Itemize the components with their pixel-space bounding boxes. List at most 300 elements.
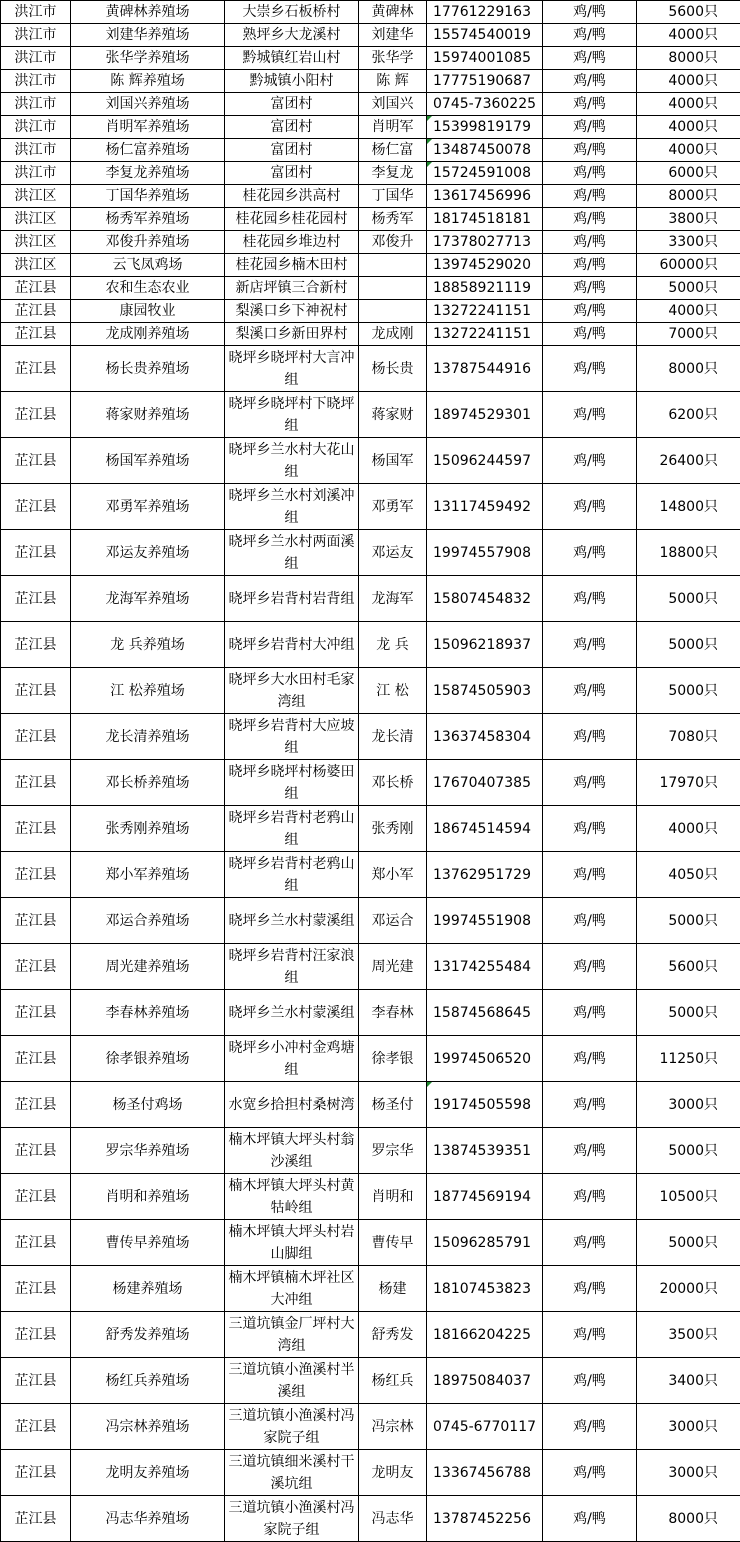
quantity-cell[interactable] bbox=[637, 323, 740, 346]
owner-cell[interactable] bbox=[359, 139, 427, 162]
farm-name-cell-text: 徐孝银养殖场 bbox=[105, 1050, 190, 1067]
poultry-type-cell[interactable] bbox=[543, 323, 637, 346]
address-cell[interactable] bbox=[225, 484, 359, 530]
address-cell[interactable] bbox=[225, 185, 359, 208]
farm-name-cell[interactable] bbox=[71, 185, 225, 208]
address-cell[interactable] bbox=[225, 1266, 359, 1312]
address-cell[interactable] bbox=[225, 277, 359, 300]
poultry-type-cell[interactable] bbox=[543, 898, 637, 944]
address-cell[interactable] bbox=[225, 300, 359, 323]
owner-cell[interactable] bbox=[359, 70, 427, 93]
poultry-type-cell[interactable] bbox=[543, 1266, 637, 1312]
owner-cell[interactable] bbox=[359, 277, 427, 300]
county-cell[interactable] bbox=[1, 185, 71, 208]
owner-cell[interactable] bbox=[359, 346, 427, 392]
quantity-cell[interactable] bbox=[637, 714, 740, 760]
farm-name-cell[interactable] bbox=[71, 1358, 225, 1404]
phone-cell[interactable] bbox=[427, 668, 543, 714]
address-cell[interactable] bbox=[225, 1128, 359, 1174]
phone-cell[interactable] bbox=[427, 806, 543, 852]
farm-name-cell[interactable] bbox=[71, 990, 225, 1036]
phone-cell[interactable] bbox=[427, 530, 543, 576]
owner-cell[interactable] bbox=[359, 806, 427, 852]
phone-cell[interactable] bbox=[427, 1312, 543, 1358]
poultry-type-cell[interactable] bbox=[543, 346, 637, 392]
phone-cell[interactable] bbox=[427, 944, 543, 990]
address-cell[interactable] bbox=[225, 70, 359, 93]
poultry-type-cell[interactable] bbox=[543, 484, 637, 530]
county-cell[interactable] bbox=[1, 254, 71, 277]
poultry-type-cell[interactable] bbox=[543, 530, 637, 576]
owner-cell[interactable] bbox=[359, 760, 427, 806]
phone-cell[interactable] bbox=[427, 346, 543, 392]
farm-name-cell[interactable] bbox=[71, 852, 225, 898]
farm-name-cell[interactable] bbox=[71, 1036, 225, 1082]
county-cell[interactable] bbox=[1, 622, 71, 668]
owner-cell[interactable] bbox=[359, 231, 427, 254]
phone-cell[interactable] bbox=[427, 70, 543, 93]
quantity-cell[interactable] bbox=[637, 208, 740, 231]
farm-name-cell[interactable] bbox=[71, 254, 225, 277]
phone-cell[interactable] bbox=[427, 208, 543, 231]
quantity-cell-text: 3000只 bbox=[668, 1096, 718, 1113]
farm-name-cell[interactable] bbox=[71, 208, 225, 231]
address-cell[interactable] bbox=[225, 24, 359, 47]
phone-cell[interactable] bbox=[427, 323, 543, 346]
phone-cell[interactable] bbox=[427, 576, 543, 622]
farm-name-cell[interactable] bbox=[71, 47, 225, 70]
owner-cell[interactable] bbox=[359, 392, 427, 438]
address-cell[interactable] bbox=[225, 1220, 359, 1266]
owner-cell[interactable] bbox=[359, 530, 427, 576]
owner-cell[interactable] bbox=[359, 1266, 427, 1312]
quantity-cell[interactable] bbox=[637, 24, 740, 47]
farm-name-cell[interactable] bbox=[71, 392, 225, 438]
poultry-type-cell[interactable] bbox=[543, 1128, 637, 1174]
poultry-type-cell[interactable] bbox=[543, 944, 637, 990]
phone-cell[interactable] bbox=[427, 300, 543, 323]
farm-name-cell[interactable] bbox=[71, 231, 225, 254]
quantity-cell[interactable] bbox=[637, 1128, 740, 1174]
address-cell[interactable] bbox=[225, 714, 359, 760]
phone-cell[interactable] bbox=[427, 484, 543, 530]
poultry-type-cell[interactable] bbox=[543, 1450, 637, 1496]
address-cell-text: 晓坪乡兰水村两面溪组 bbox=[228, 533, 355, 572]
farm-name-cell[interactable] bbox=[71, 116, 225, 139]
address-cell[interactable] bbox=[225, 1036, 359, 1082]
address-cell[interactable] bbox=[225, 898, 359, 944]
address-cell[interactable] bbox=[225, 530, 359, 576]
quantity-cell[interactable] bbox=[637, 1312, 740, 1358]
owner-cell-text: 杨秀军 bbox=[371, 211, 414, 227]
phone-cell[interactable] bbox=[427, 990, 543, 1036]
county-cell[interactable] bbox=[1, 70, 71, 93]
quantity-cell[interactable] bbox=[637, 70, 740, 93]
quantity-cell[interactable] bbox=[637, 530, 740, 576]
county-cell[interactable] bbox=[1, 806, 71, 852]
poultry-type-cell[interactable] bbox=[543, 208, 637, 231]
phone-cell[interactable] bbox=[427, 24, 543, 47]
poultry-type-cell[interactable] bbox=[543, 1404, 637, 1450]
quantity-cell[interactable] bbox=[637, 185, 740, 208]
owner-cell[interactable] bbox=[359, 1128, 427, 1174]
phone-cell[interactable] bbox=[427, 1496, 543, 1542]
phone-cell[interactable] bbox=[427, 47, 543, 70]
poultry-type-cell[interactable] bbox=[543, 760, 637, 806]
owner-cell[interactable] bbox=[359, 438, 427, 484]
county-cell[interactable] bbox=[1, 898, 71, 944]
quantity-cell[interactable] bbox=[637, 1036, 740, 1082]
poultry-type-cell[interactable] bbox=[543, 47, 637, 70]
farm-name-cell[interactable] bbox=[71, 277, 225, 300]
county-cell[interactable] bbox=[1, 1404, 71, 1450]
county-cell[interactable] bbox=[1, 1266, 71, 1312]
address-cell[interactable] bbox=[225, 668, 359, 714]
owner-cell[interactable] bbox=[359, 1312, 427, 1358]
phone-cell[interactable] bbox=[427, 1266, 543, 1312]
quantity-cell[interactable] bbox=[637, 300, 740, 323]
quantity-cell[interactable] bbox=[637, 162, 740, 185]
phone-cell[interactable] bbox=[427, 1128, 543, 1174]
quantity-cell[interactable] bbox=[637, 622, 740, 668]
owner-cell[interactable] bbox=[359, 1450, 427, 1496]
owner-cell[interactable] bbox=[359, 93, 427, 116]
phone-cell[interactable] bbox=[427, 1358, 543, 1404]
farm-name-cell[interactable] bbox=[71, 346, 225, 392]
farm-name-cell[interactable] bbox=[71, 1, 225, 24]
phone-cell[interactable] bbox=[427, 277, 543, 300]
county-cell[interactable] bbox=[1, 1496, 71, 1542]
quantity-cell[interactable] bbox=[637, 898, 740, 944]
poultry-type-cell[interactable] bbox=[543, 990, 637, 1036]
phone-cell[interactable] bbox=[427, 714, 543, 760]
phone-cell[interactable] bbox=[427, 392, 543, 438]
address-cell[interactable] bbox=[225, 139, 359, 162]
owner-cell[interactable] bbox=[359, 1036, 427, 1082]
farm-name-cell[interactable] bbox=[71, 139, 225, 162]
county-cell[interactable] bbox=[1, 1174, 71, 1220]
county-cell[interactable] bbox=[1, 300, 71, 323]
owner-cell[interactable] bbox=[359, 576, 427, 622]
quantity-cell[interactable] bbox=[637, 277, 740, 300]
county-cell[interactable] bbox=[1, 1450, 71, 1496]
county-cell[interactable] bbox=[1, 760, 71, 806]
farm-name-cell[interactable] bbox=[71, 162, 225, 185]
quantity-cell[interactable] bbox=[637, 852, 740, 898]
quantity-cell[interactable] bbox=[637, 1404, 740, 1450]
poultry-type-cell[interactable] bbox=[543, 93, 637, 116]
farm-name-cell[interactable] bbox=[71, 944, 225, 990]
poultry-type-cell[interactable] bbox=[543, 668, 637, 714]
farm-name-cell[interactable] bbox=[71, 898, 225, 944]
quantity-cell[interactable] bbox=[637, 47, 740, 70]
county-cell[interactable] bbox=[1, 93, 71, 116]
county-cell[interactable] bbox=[1, 1312, 71, 1358]
phone-cell[interactable] bbox=[427, 438, 543, 484]
county-cell[interactable] bbox=[1, 530, 71, 576]
owner-cell-text: 徐孝银 bbox=[371, 1050, 414, 1067]
quantity-cell[interactable] bbox=[637, 1266, 740, 1312]
quantity-cell[interactable] bbox=[637, 1496, 740, 1542]
poultry-type-cell[interactable] bbox=[543, 1082, 637, 1128]
address-cell[interactable] bbox=[225, 576, 359, 622]
quantity-cell[interactable] bbox=[637, 944, 740, 990]
owner-cell[interactable] bbox=[359, 1220, 427, 1266]
owner-cell[interactable] bbox=[359, 1404, 427, 1450]
owner-cell[interactable] bbox=[359, 1358, 427, 1404]
county-cell[interactable] bbox=[1, 139, 71, 162]
farm-name-cell[interactable] bbox=[71, 668, 225, 714]
county-cell[interactable] bbox=[1, 1128, 71, 1174]
owner-cell[interactable] bbox=[359, 622, 427, 668]
phone-cell[interactable] bbox=[427, 93, 543, 116]
county-cell[interactable] bbox=[1, 438, 71, 484]
quantity-cell[interactable] bbox=[637, 139, 740, 162]
address-cell[interactable] bbox=[225, 622, 359, 668]
farm-name-cell[interactable] bbox=[71, 1174, 225, 1220]
poultry-type-cell[interactable] bbox=[543, 576, 637, 622]
address-cell[interactable] bbox=[225, 254, 359, 277]
owner-cell[interactable] bbox=[359, 208, 427, 231]
farm-name-cell[interactable] bbox=[71, 484, 225, 530]
address-cell[interactable] bbox=[225, 1450, 359, 1496]
farm-name-cell[interactable] bbox=[71, 1404, 225, 1450]
phone-cell[interactable] bbox=[427, 898, 543, 944]
owner-cell[interactable] bbox=[359, 300, 427, 323]
phone-cell[interactable] bbox=[427, 1220, 543, 1266]
address-cell[interactable] bbox=[225, 93, 359, 116]
quantity-cell[interactable] bbox=[637, 231, 740, 254]
poultry-type-cell[interactable] bbox=[543, 70, 637, 93]
phone-cell[interactable] bbox=[427, 760, 543, 806]
poultry-type-cell[interactable] bbox=[543, 622, 637, 668]
owner-cell[interactable] bbox=[359, 1174, 427, 1220]
quantity-cell[interactable] bbox=[637, 93, 740, 116]
address-cell[interactable] bbox=[225, 47, 359, 70]
owner-cell[interactable] bbox=[359, 1, 427, 24]
poultry-type-cell[interactable] bbox=[543, 1036, 637, 1082]
poultry-type-cell[interactable] bbox=[543, 1312, 637, 1358]
farm-name-cell[interactable] bbox=[71, 530, 225, 576]
phone-cell[interactable] bbox=[427, 116, 543, 139]
farm-name-cell[interactable] bbox=[71, 760, 225, 806]
poultry-type-cell[interactable] bbox=[543, 392, 637, 438]
farm-name-cell[interactable] bbox=[71, 1312, 225, 1358]
quantity-cell-text: 5000只 bbox=[668, 1004, 718, 1021]
quantity-cell[interactable] bbox=[637, 1450, 740, 1496]
phone-cell[interactable] bbox=[427, 231, 543, 254]
phone-cell[interactable] bbox=[427, 162, 543, 185]
owner-cell[interactable] bbox=[359, 116, 427, 139]
farm-name-cell[interactable] bbox=[71, 1082, 225, 1128]
address-cell[interactable] bbox=[225, 438, 359, 484]
county-cell[interactable] bbox=[1, 576, 71, 622]
farm-name-cell[interactable] bbox=[71, 300, 225, 323]
county-cell[interactable] bbox=[1, 990, 71, 1036]
address-cell[interactable] bbox=[225, 1496, 359, 1542]
poultry-type-cell[interactable] bbox=[543, 254, 637, 277]
county-cell[interactable] bbox=[1, 24, 71, 47]
address-cell[interactable] bbox=[225, 116, 359, 139]
quantity-cell[interactable] bbox=[637, 484, 740, 530]
phone-cell[interactable] bbox=[427, 852, 543, 898]
county-cell[interactable] bbox=[1, 346, 71, 392]
county-cell[interactable] bbox=[1, 1036, 71, 1082]
farm-name-cell[interactable] bbox=[71, 806, 225, 852]
address-cell[interactable] bbox=[225, 852, 359, 898]
county-cell[interactable] bbox=[1, 392, 71, 438]
poultry-type-cell[interactable] bbox=[543, 116, 637, 139]
owner-cell[interactable] bbox=[359, 1082, 427, 1128]
table-row bbox=[1, 70, 740, 93]
address-cell[interactable] bbox=[225, 323, 359, 346]
farm-name-cell[interactable] bbox=[71, 714, 225, 760]
quantity-cell[interactable] bbox=[637, 438, 740, 484]
farm-name-cell[interactable] bbox=[71, 24, 225, 47]
owner-cell[interactable] bbox=[359, 323, 427, 346]
quantity-cell[interactable] bbox=[637, 254, 740, 277]
quantity-cell[interactable] bbox=[637, 668, 740, 714]
poultry-type-cell[interactable] bbox=[543, 139, 637, 162]
farm-name-cell[interactable] bbox=[71, 1496, 225, 1542]
quantity-cell[interactable] bbox=[637, 1220, 740, 1266]
quantity-cell[interactable] bbox=[637, 806, 740, 852]
owner-cell[interactable] bbox=[359, 898, 427, 944]
phone-cell[interactable] bbox=[427, 622, 543, 668]
owner-cell[interactable] bbox=[359, 1496, 427, 1542]
county-cell[interactable] bbox=[1, 1358, 71, 1404]
county-cell[interactable] bbox=[1, 231, 71, 254]
owner-cell[interactable] bbox=[359, 47, 427, 70]
quantity-cell[interactable] bbox=[637, 760, 740, 806]
farm-name-cell[interactable] bbox=[71, 323, 225, 346]
farm-name-cell[interactable] bbox=[71, 576, 225, 622]
county-cell[interactable] bbox=[1, 1082, 71, 1128]
quantity-cell-text: 60000只 bbox=[659, 257, 718, 273]
phone-cell[interactable] bbox=[427, 1082, 543, 1128]
table-row bbox=[1, 1220, 740, 1266]
quantity-cell[interactable] bbox=[637, 1082, 740, 1128]
quantity-cell[interactable] bbox=[637, 1358, 740, 1404]
address-cell[interactable] bbox=[225, 346, 359, 392]
owner-cell[interactable] bbox=[359, 990, 427, 1036]
address-cell[interactable] bbox=[225, 1082, 359, 1128]
address-cell[interactable] bbox=[225, 1358, 359, 1404]
address-cell[interactable] bbox=[225, 1312, 359, 1358]
address-cell[interactable] bbox=[225, 944, 359, 990]
quantity-cell[interactable] bbox=[637, 1174, 740, 1220]
quantity-cell[interactable] bbox=[637, 392, 740, 438]
owner-cell[interactable] bbox=[359, 162, 427, 185]
poultry-type-cell[interactable] bbox=[543, 277, 637, 300]
quantity-cell[interactable] bbox=[637, 116, 740, 139]
owner-cell[interactable] bbox=[359, 852, 427, 898]
farm-name-cell[interactable] bbox=[71, 1266, 225, 1312]
farm-name-cell[interactable] bbox=[71, 1220, 225, 1266]
county-cell[interactable] bbox=[1, 484, 71, 530]
quantity-cell-text: 5000只 bbox=[668, 1234, 718, 1251]
owner-cell[interactable] bbox=[359, 484, 427, 530]
address-cell[interactable] bbox=[225, 990, 359, 1036]
address-cell[interactable] bbox=[225, 760, 359, 806]
quantity-cell[interactable] bbox=[637, 1, 740, 24]
quantity-cell[interactable] bbox=[637, 990, 740, 1036]
poultry-type-cell[interactable] bbox=[543, 24, 637, 47]
farm-name-cell[interactable] bbox=[71, 93, 225, 116]
county-cell[interactable] bbox=[1, 208, 71, 231]
phone-cell[interactable] bbox=[427, 254, 543, 277]
phone-cell[interactable] bbox=[427, 1036, 543, 1082]
county-cell[interactable] bbox=[1, 1, 71, 24]
county-cell[interactable] bbox=[1, 944, 71, 990]
owner-cell[interactable] bbox=[359, 714, 427, 760]
address-cell[interactable] bbox=[225, 1, 359, 24]
address-cell[interactable] bbox=[225, 1174, 359, 1220]
owner-cell[interactable] bbox=[359, 24, 427, 47]
county-cell[interactable] bbox=[1, 323, 71, 346]
poultry-type-cell[interactable] bbox=[543, 231, 637, 254]
owner-cell[interactable] bbox=[359, 254, 427, 277]
farm-name-cell[interactable] bbox=[71, 70, 225, 93]
farm-name-cell[interactable] bbox=[71, 1450, 225, 1496]
phone-cell[interactable] bbox=[427, 139, 543, 162]
county-cell[interactable] bbox=[1, 277, 71, 300]
poultry-type-cell[interactable] bbox=[543, 300, 637, 323]
phone-cell[interactable] bbox=[427, 1, 543, 24]
county-cell[interactable] bbox=[1, 162, 71, 185]
poultry-type-cell[interactable] bbox=[543, 1174, 637, 1220]
phone-cell[interactable] bbox=[427, 185, 543, 208]
county-cell[interactable] bbox=[1, 1220, 71, 1266]
poultry-type-cell[interactable] bbox=[543, 714, 637, 760]
poultry-type-cell[interactable] bbox=[543, 438, 637, 484]
farm-name-cell[interactable] bbox=[71, 622, 225, 668]
phone-cell[interactable] bbox=[427, 1404, 543, 1450]
address-cell[interactable] bbox=[225, 1404, 359, 1450]
farm-name-cell[interactable] bbox=[71, 1128, 225, 1174]
owner-cell[interactable] bbox=[359, 944, 427, 990]
poultry-type-cell[interactable] bbox=[543, 162, 637, 185]
address-cell-text: 晓坪乡小冲村金鸡塘组 bbox=[228, 1039, 355, 1078]
phone-cell[interactable] bbox=[427, 1174, 543, 1220]
address-cell[interactable] bbox=[225, 392, 359, 438]
poultry-type-cell[interactable] bbox=[543, 1496, 637, 1542]
county-cell[interactable] bbox=[1, 47, 71, 70]
poultry-type-cell[interactable] bbox=[543, 185, 637, 208]
quantity-cell[interactable] bbox=[637, 346, 740, 392]
owner-cell[interactable] bbox=[359, 668, 427, 714]
table-row bbox=[1, 438, 740, 484]
address-cell[interactable] bbox=[225, 806, 359, 852]
county-cell[interactable] bbox=[1, 116, 71, 139]
poultry-type-cell[interactable] bbox=[543, 1220, 637, 1266]
quantity-cell[interactable] bbox=[637, 576, 740, 622]
owner-cell[interactable] bbox=[359, 185, 427, 208]
farm-name-cell[interactable] bbox=[71, 438, 225, 484]
county-cell[interactable] bbox=[1, 668, 71, 714]
address-cell[interactable] bbox=[225, 208, 359, 231]
phone-cell[interactable] bbox=[427, 1450, 543, 1496]
county-cell[interactable] bbox=[1, 714, 71, 760]
poultry-type-cell[interactable] bbox=[543, 1, 637, 24]
poultry-type-cell-text: 鸡/鸭 bbox=[573, 774, 606, 791]
poultry-type-cell[interactable] bbox=[543, 1358, 637, 1404]
poultry-type-cell[interactable] bbox=[543, 806, 637, 852]
county-cell[interactable] bbox=[1, 852, 71, 898]
address-cell[interactable] bbox=[225, 162, 359, 185]
poultry-type-cell[interactable] bbox=[543, 852, 637, 898]
address-cell[interactable] bbox=[225, 231, 359, 254]
